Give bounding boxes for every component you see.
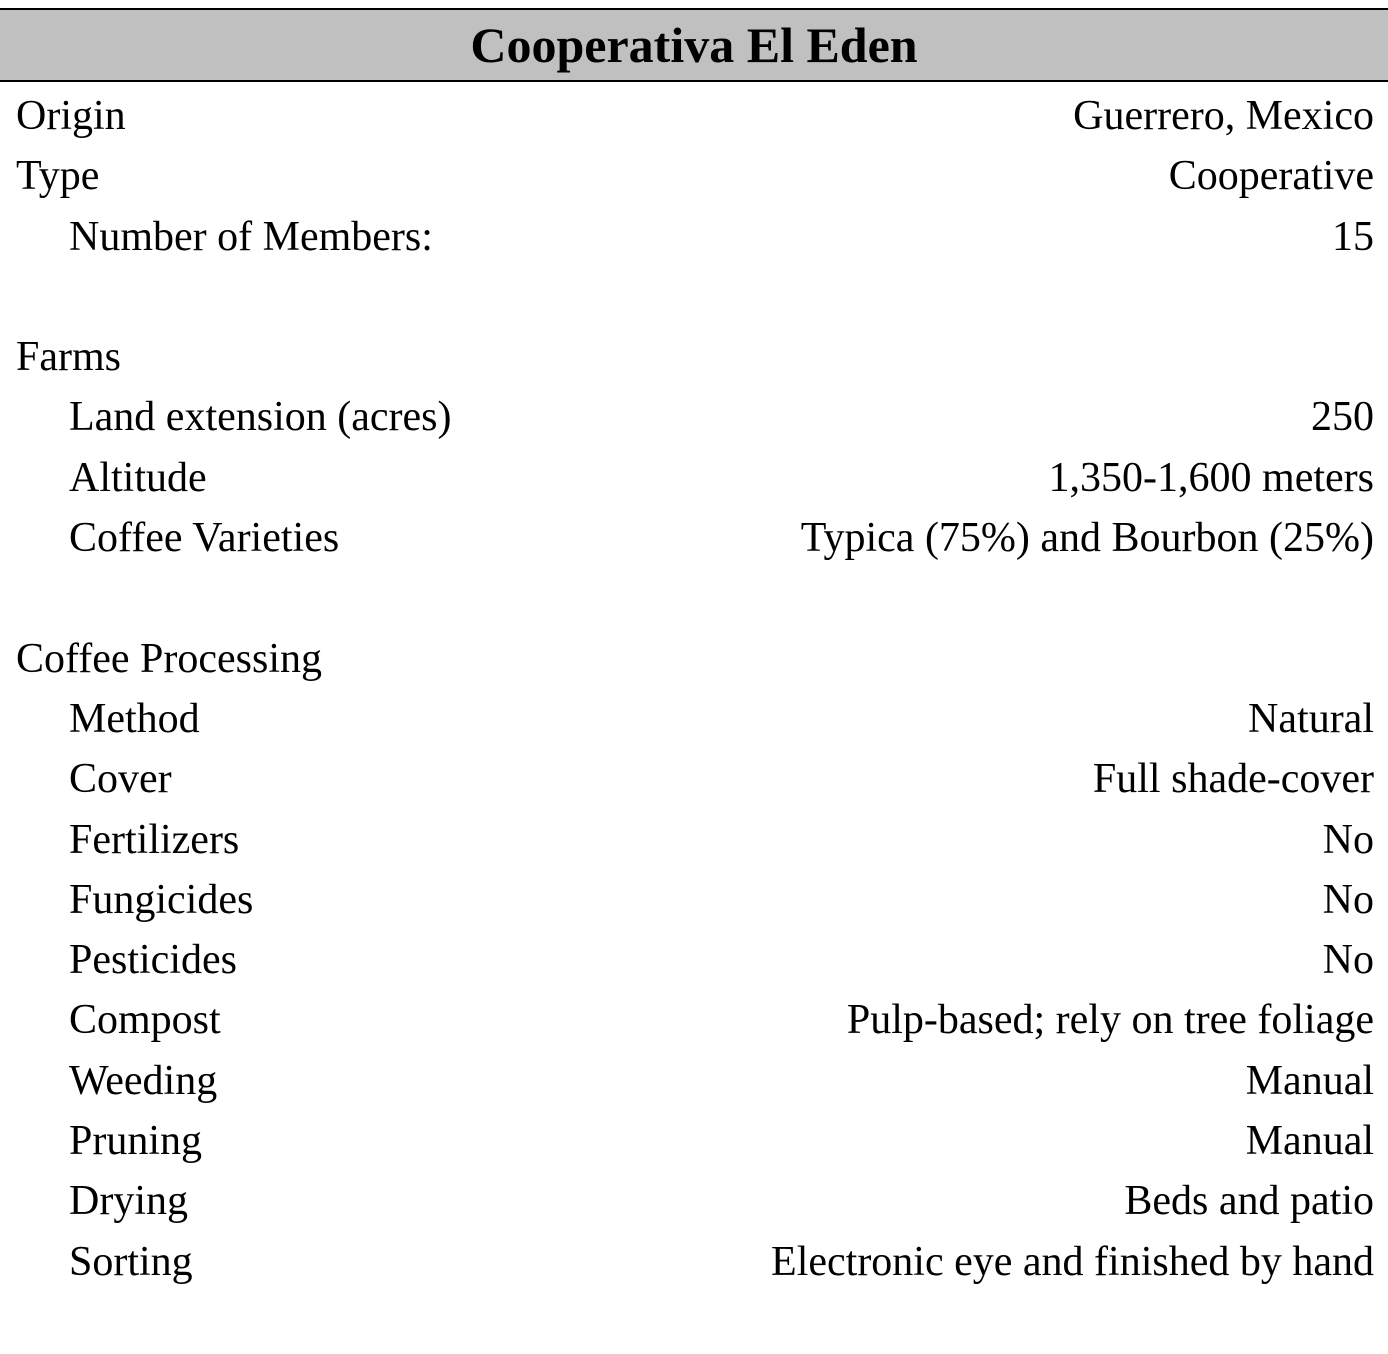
row-value: Typica (75%) and Bourbon (25%) [800, 515, 1374, 562]
row-value: Beds and patio [1124, 1178, 1374, 1225]
table-row [0, 1232, 1388, 1292]
row-label: Drying [69, 1178, 188, 1225]
table-row [0, 1171, 1388, 1231]
section-label: Coffee Processing [16, 635, 322, 682]
table-row [0, 810, 1388, 870]
table-row [0, 930, 1388, 990]
table-row [0, 207, 1388, 267]
row-label: Fertilizers [69, 816, 240, 863]
table-row [0, 689, 1388, 749]
row-value: 1,350-1,600 meters [1048, 454, 1374, 501]
table-row [0, 749, 1388, 809]
row-value: Pulp-based; rely on tree foliage [846, 997, 1374, 1044]
row-value: Electronic eye and finished by hand [771, 1238, 1374, 1285]
row-label: Number of Members: [69, 213, 433, 260]
section-header-farms [0, 327, 1388, 387]
page-title: Cooperativa El Eden [470, 17, 918, 73]
info-table [0, 86, 1388, 1292]
row-value: 15 [1332, 213, 1374, 260]
row-value: No [1322, 876, 1374, 923]
spacer-row [0, 267, 1388, 327]
table-row [0, 448, 1388, 508]
table-row [0, 1051, 1388, 1111]
table-row [0, 146, 1388, 206]
row-value: Full shade-cover [1092, 756, 1374, 803]
section-label: Farms [16, 334, 121, 381]
row-value: 250 [1311, 394, 1374, 441]
spacer-row [0, 568, 1388, 628]
title-bar [0, 8, 1388, 82]
row-value: No [1322, 816, 1374, 863]
row-label: Method [69, 695, 200, 742]
row-label: Sorting [69, 1238, 193, 1285]
row-label: Coffee Varieties [69, 515, 340, 562]
row-value: Guerrero, Mexico [1073, 93, 1374, 139]
row-label: Origin [16, 93, 126, 139]
section-header-coffee-processing [0, 629, 1388, 689]
table-row [0, 508, 1388, 568]
row-label: Weeding [69, 1057, 218, 1104]
row-label: Fungicides [69, 876, 254, 923]
row-label: Compost [69, 997, 221, 1044]
table-row [0, 1111, 1388, 1171]
row-label: Altitude [69, 454, 207, 501]
row-value: Manual [1245, 1118, 1374, 1165]
table-row [0, 387, 1388, 447]
row-label: Pruning [69, 1118, 203, 1165]
table-row [0, 870, 1388, 930]
table-row [0, 86, 1388, 146]
row-label: Pesticides [69, 937, 237, 984]
row-label: Type [16, 153, 100, 200]
row-value: Natural [1248, 695, 1374, 742]
row-label: Land extension (acres) [69, 394, 452, 441]
row-value: No [1322, 937, 1374, 984]
table-row [0, 990, 1388, 1050]
row-value: Manual [1245, 1057, 1374, 1104]
row-value: Cooperative [1168, 153, 1374, 200]
row-label: Cover [69, 756, 172, 803]
